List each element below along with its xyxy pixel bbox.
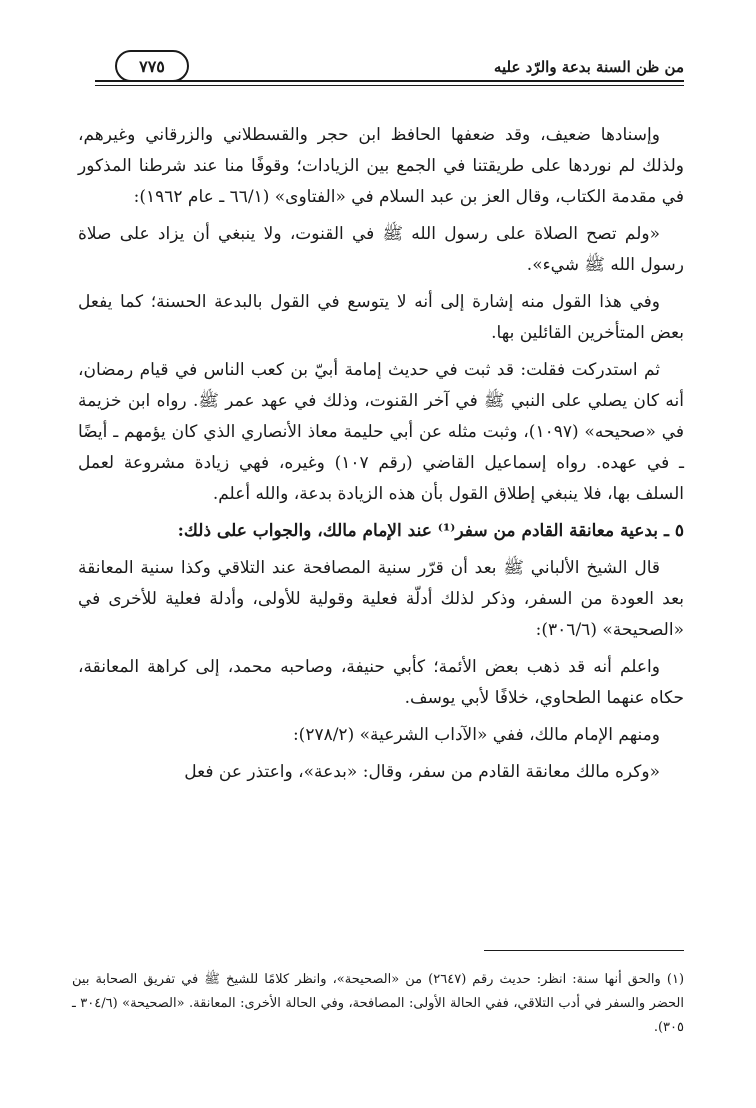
page-number-badge: ٧٧٥ (115, 50, 189, 82)
footnote: (١) والحق أنها سنة: انظر: حديث رقم (٢٦٤٧) من «الصحيحة»، وانظر كلامًا للشيخ ﷺ في تفريق الصحابة بين الحضر والسفر في أدب التلاقي، ففي الحالة الأولى: المصافحة، وفي الحالة الأخرى: المعانقة. «الصحيحة» (٣٠٤/٦ ـ ٣٠٥). (72, 972, 685, 1035)
paragraph: ومنهم الإمام مالك، ففي «الآداب الشرعية» (٢٧٨/٢): (292, 725, 660, 745)
paragraph: وإسنادها ضعيف، وقد ضعفها الحافظ ابن حجر والقسطلاني والزرقاني وغيرهم، ولذلك لم نوردها على طريقتنا في الجمع بين الزيادات؛ وقوفًا منا عند شرطنا المذكور في مقدمة الكتاب، وقال العز بن عبد السلام في «الفتاوى» (٦٦/١ ـ عام ١٩٦٢): (78, 125, 684, 207)
running-title: من ظن السنة بدعة والرّد عليه (493, 58, 684, 76)
footnote-separator (484, 950, 684, 951)
paragraph: قال الشيخ الألباني ﷺ بعد أن قرّر سنية المصافحة عند التلاقي وكذا سنية المعانقة بعد العودة من السفر، وذكر لذلك أدلّة فعلية وقولية للأولى، وأدلة فعلية للأخرى في «الصحيحة» (٣٠٦/٦): (78, 558, 684, 640)
quotation-paragraph: «وكره مالك معانقة القادم من سفر، وقال: «بدعة»، واعتذر عن فعل (184, 762, 660, 782)
paragraph: وفي هذا القول منه إشارة إلى أنه لا يتوسع في القول بالبدعة الحسنة؛ كما يفعل بعض المتأخرين القائلين بها. (78, 292, 684, 343)
page-header (95, 56, 684, 100)
main-text (78, 120, 684, 794)
section-heading: ٥ ـ بدعية معانقة القادم من سفر⁽¹⁾ عند الإمام مالك، والجواب على ذلك: (177, 521, 684, 541)
header-rule-thin (95, 85, 684, 86)
footnotes (72, 968, 684, 1040)
quotation-paragraph: «ولم تصح الصلاة على رسول الله ﷺ في القنوت، ولا ينبغي أن يزاد على صلاة رسول الله ﷺ شيء». (78, 224, 684, 275)
paragraph: ثم استدركت فقلت: قد ثبت في حديث إمامة أبيّ بن كعب الناس في قيام رمضان، أنه كان يصلي على النبي ﷺ في آخر القنوت، وذلك في عهد عمر ﷺ. رواه ابن خزيمة في «صحيحه» (١٠٩٧)، وثبت مثله عن أبي حليمة معاذ الأنصاري الذي كان يؤمهم ـ أيضًا ـ في عهده. رواه إسماعيل القاضي (رقم ١٠٧) وغيره، فهي زيادة مشروعة لعمل السلف بها، فلا ينبغي إطلاق القول بأن هذه الزيادة بدعة، والله أعلم. (78, 360, 684, 504)
header-rule (95, 80, 684, 82)
paragraph: واعلم أنه قد ذهب بعض الأئمة؛ كأبي حنيفة، وصاحبه محمد، إلى كراهة المعانقة، حكاه عنهما الطحاوي، خلافًا لأبي يوسف. (78, 657, 684, 708)
